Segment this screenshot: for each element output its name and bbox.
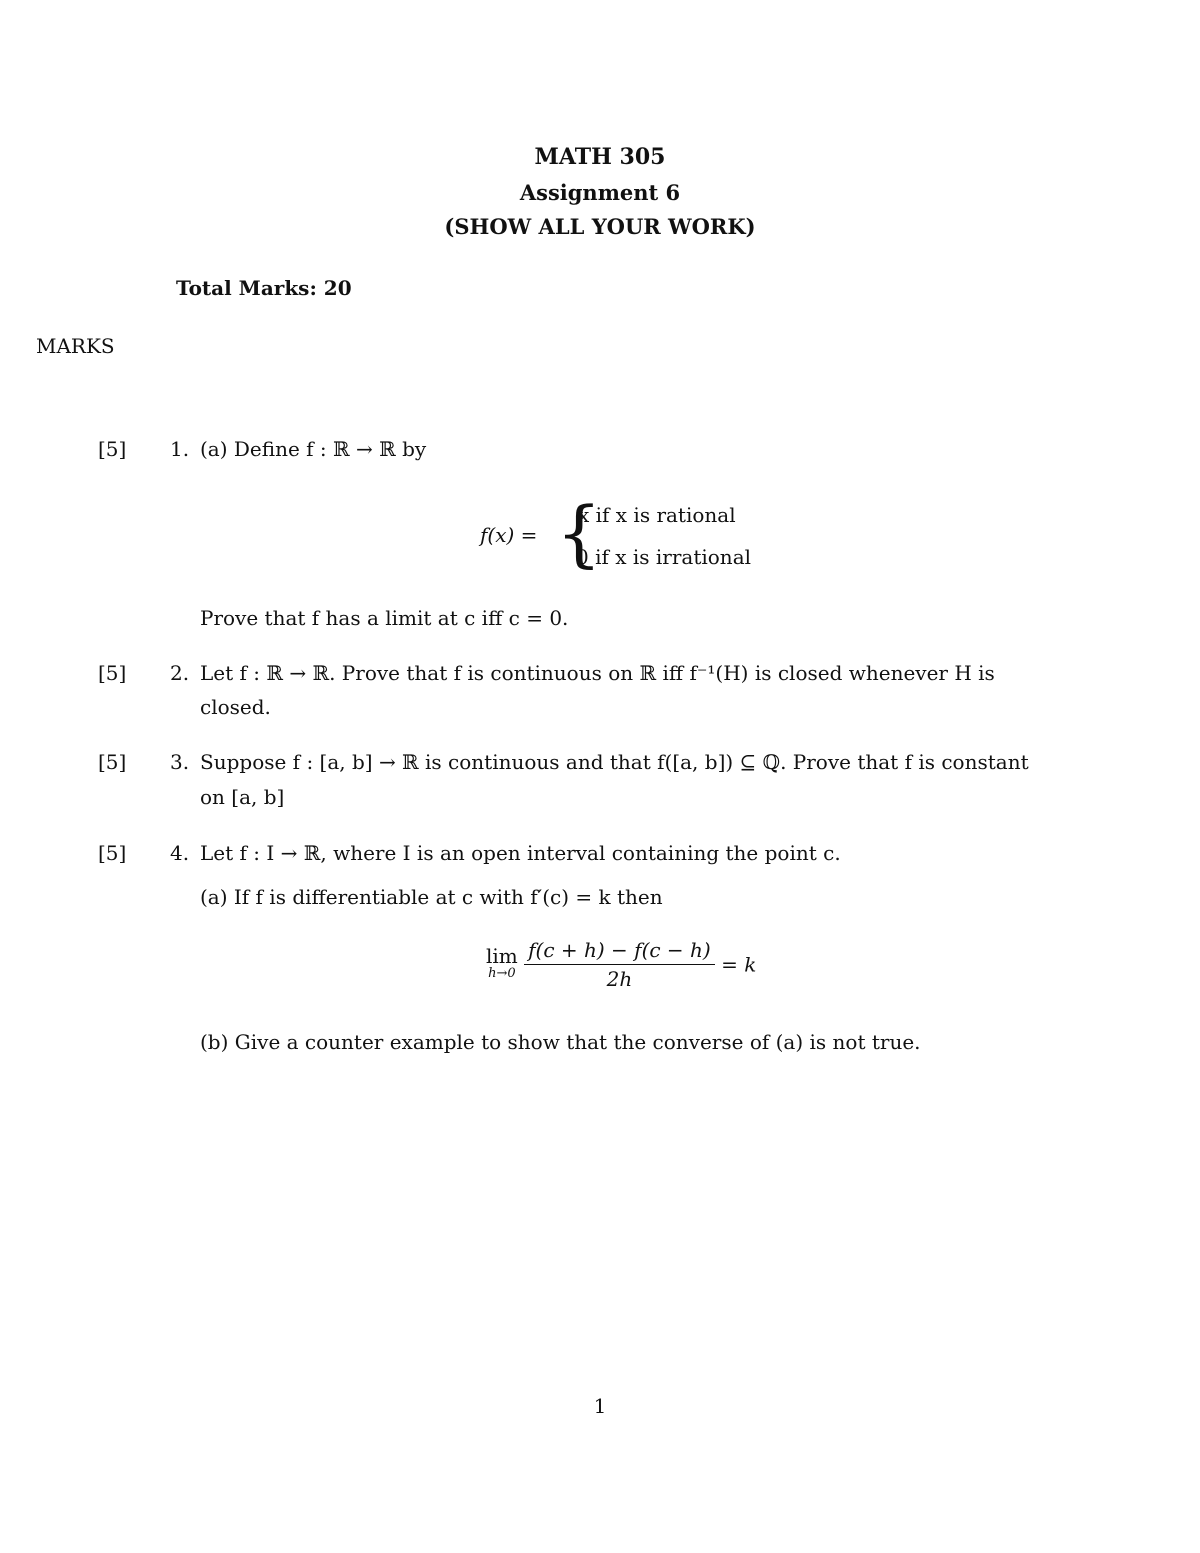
question-4-number: 4. bbox=[170, 841, 190, 865]
total-marks: Total Marks: 20 bbox=[176, 276, 352, 300]
question-4-part-b: (b) Give a counter example to show that the converse of (a) is not true. bbox=[200, 1030, 921, 1054]
question-3-mark: [5] bbox=[98, 750, 127, 774]
question-1-intro: (a) Define f : ℝ → ℝ by bbox=[200, 437, 427, 461]
left-brace: { bbox=[556, 491, 602, 575]
question-4-part-a: (a) If f is differentiable at c with f′(c) = k then bbox=[200, 885, 663, 909]
question-1-case-2: 0 if x is irrational bbox=[576, 545, 752, 569]
equation-rhs: = k bbox=[721, 952, 757, 977]
question-2-line-2: closed. bbox=[200, 695, 271, 719]
question-1-case-1: x if x is rational bbox=[578, 503, 736, 527]
question-1-number: 1. bbox=[170, 437, 190, 461]
question-3-line-1: Suppose f : [a, b] → ℝ is continuous and that f([a, b]) ⊆ ℚ. Prove that f is constant bbox=[200, 750, 1029, 774]
fraction-denominator: 2h bbox=[606, 967, 633, 991]
assignment-title: Assignment 6 bbox=[519, 180, 681, 205]
question-3-number: 3. bbox=[170, 750, 190, 774]
course-title: MATH 305 bbox=[534, 144, 666, 170]
question-4-mark: [5] bbox=[98, 841, 127, 865]
limit-equation bbox=[486, 938, 756, 991]
limit-label: lim bbox=[486, 943, 518, 968]
page-number: 1 bbox=[593, 1394, 607, 1418]
question-2-number: 2. bbox=[170, 661, 190, 685]
question-4-line-1: Let f : I → ℝ, where I is an open interval containing the point c. bbox=[200, 841, 841, 865]
question-1-definition-lhs: f(x) = bbox=[480, 523, 538, 547]
fraction-numerator: f(c + h) − f(c − h) bbox=[524, 938, 715, 965]
question-2-line-1: Let f : ℝ → ℝ. Prove that f is continuous on ℝ iff f⁻¹(H) is closed whenever H is bbox=[200, 661, 995, 685]
question-3-line-2: on [a, b] bbox=[200, 785, 285, 809]
limit-subscript: h→0 bbox=[488, 965, 516, 981]
question-1-mark: [5] bbox=[98, 437, 127, 461]
question-1-conclusion: Prove that f has a limit at c iff c = 0. bbox=[200, 606, 569, 630]
limit-operator bbox=[486, 943, 518, 983]
difference-quotient bbox=[524, 938, 715, 991]
instruction: (SHOW ALL YOUR WORK) bbox=[444, 214, 756, 239]
marks-heading: MARKS bbox=[36, 334, 115, 358]
question-2-mark: [5] bbox=[98, 661, 127, 685]
